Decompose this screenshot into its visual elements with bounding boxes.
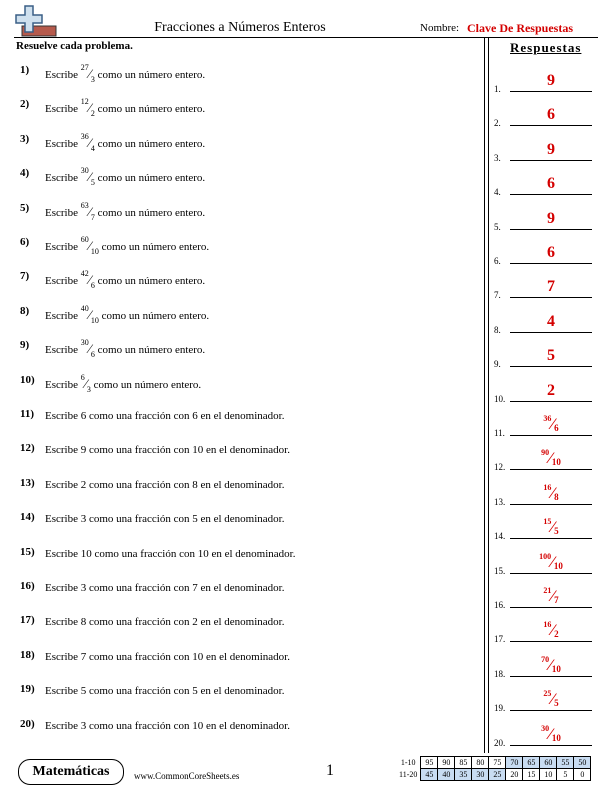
- score-cell: 10: [540, 769, 557, 781]
- question-item: [16, 270, 476, 290]
- answer-numerator: 15: [543, 517, 552, 527]
- answer-value: 6: [547, 106, 555, 124]
- answer-fraction: [510, 588, 592, 606]
- fraction-numerator: 30: [80, 166, 89, 176]
- question-suffix: como un número entero.: [97, 137, 206, 150]
- fraction-denominator: 6: [90, 281, 95, 291]
- question-suffix: como un número entero.: [97, 69, 206, 81]
- question-text: [45, 97, 206, 119]
- answer-line: [510, 435, 592, 436]
- question-item: [16, 374, 476, 394]
- question-text: Escribe 5 como una fracción con 5 en el denominador.: [45, 685, 285, 698]
- answer-line: [510, 641, 592, 642]
- question-number: 10): [20, 373, 35, 386]
- fraction-numerator: 30: [80, 338, 89, 348]
- question-text: [45, 131, 206, 153]
- question-item: [16, 546, 476, 566]
- question-suffix: como un número entero.: [97, 344, 206, 357]
- answer-value: 7: [547, 278, 555, 296]
- answer-numerator: 90: [541, 448, 550, 458]
- question-number: 14): [20, 511, 35, 524]
- answer-denominator: 8: [554, 491, 559, 502]
- answer-item: [494, 66, 598, 94]
- score-cell: 95: [421, 757, 438, 769]
- answer-value: 4: [547, 312, 555, 330]
- question-prefix: Escribe: [45, 137, 78, 150]
- question-text: Escribe 3 como una fracción con 7 en el denominador.: [45, 582, 285, 594]
- question-number: 3): [20, 132, 30, 145]
- answer-value: 6: [547, 244, 555, 261]
- question-number: 4): [20, 167, 30, 180]
- answer-value: 6: [547, 175, 555, 193]
- answer-item: [494, 238, 598, 266]
- question-suffix: como un número entero.: [97, 206, 206, 219]
- question-item: [16, 511, 476, 531]
- answer-number: 2.: [494, 118, 501, 129]
- answer-slash: ⁄: [551, 622, 555, 640]
- question-suffix: como un número entero.: [97, 103, 206, 116]
- fraction-denominator: 5: [90, 178, 95, 188]
- question-text: Escribe 9 como una fracción con 10 en el denominador.: [45, 444, 290, 457]
- answer-item: [494, 204, 598, 232]
- fraction-numerator: 60: [80, 235, 89, 244]
- answer-line: [510, 263, 592, 264]
- fraction-slash: ⁄: [88, 341, 91, 357]
- fraction-denominator: 4: [90, 143, 95, 153]
- fraction-slash: ⁄: [88, 203, 91, 219]
- score-cell: 85: [455, 757, 472, 769]
- question-text: Escribe 10 como una fracción con 10 en el denominador.: [45, 547, 296, 560]
- question-number: 12): [20, 442, 35, 455]
- fraction-denominator: 3: [90, 75, 95, 84]
- question-number: 2): [20, 98, 30, 111]
- score-cell: 0: [574, 769, 591, 781]
- question-number: 16): [20, 580, 35, 592]
- answer-slash: ⁄: [549, 656, 552, 674]
- answer-line: [510, 91, 592, 92]
- fraction-slash: ⁄: [84, 375, 87, 391]
- answer-numerator: 36: [543, 414, 552, 423]
- question-number: 20): [20, 717, 35, 730]
- question-item: [16, 236, 476, 256]
- answer-item: [494, 616, 598, 644]
- score-cell: 35: [455, 769, 472, 781]
- question-number: 8): [20, 304, 30, 317]
- answer-line: [510, 710, 592, 711]
- fraction-slash: ⁄: [88, 238, 91, 253]
- answer-line: [510, 504, 592, 505]
- question-prefix: Escribe: [45, 172, 78, 185]
- answer-denominator: 10: [553, 560, 563, 571]
- question-item: [16, 202, 476, 222]
- answer-number: 11.: [494, 428, 505, 438]
- score-row-label: 1-10: [400, 758, 416, 767]
- question-suffix: como un número entero.: [97, 172, 206, 185]
- answer-line: [510, 745, 592, 746]
- fraction-numerator: 40: [80, 303, 89, 313]
- fraction-denominator: 7: [90, 212, 95, 222]
- column-divider: [484, 37, 485, 753]
- question-item: [16, 133, 476, 153]
- question-item: [16, 339, 476, 359]
- question-number: 13): [20, 476, 35, 489]
- answer-fraction: [510, 482, 592, 503]
- answer-fraction: [510, 416, 592, 434]
- answer-numerator: 21: [543, 586, 552, 595]
- question-number: 19): [20, 683, 35, 696]
- answer-slash: ⁄: [551, 484, 555, 502]
- answer-numerator: 100: [539, 551, 552, 561]
- question-suffix: como un número entero.: [93, 378, 202, 391]
- question-text: Escribe 3 como una fracción con 5 en el denominador.: [45, 513, 285, 526]
- answer-item: [494, 341, 598, 369]
- answer-numerator: 70: [541, 654, 550, 664]
- question-text: Escribe 7 como una fracción con 10 en el denominador.: [45, 650, 290, 663]
- question-number: 5): [20, 201, 30, 214]
- answer-line: [510, 194, 592, 195]
- question-item: [16, 683, 476, 703]
- answer-slash: ⁄: [551, 519, 555, 537]
- question-number: 11): [20, 408, 35, 420]
- answer-denominator: 7: [554, 595, 559, 605]
- fraction-slash: ⁄: [88, 272, 91, 288]
- answer-number: 10.: [494, 393, 506, 404]
- fraction-slash: ⁄: [88, 100, 91, 116]
- question-item: [16, 649, 476, 669]
- score-table: [397, 756, 591, 781]
- answer-line: [510, 160, 592, 161]
- question-number: 6): [20, 236, 30, 248]
- question-prefix: Escribe: [45, 241, 78, 253]
- answer-denominator: 10: [551, 732, 561, 743]
- page-number: 1: [326, 762, 334, 779]
- question-number: 9): [20, 339, 30, 352]
- page-title: Fracciones a Números Enteros: [154, 20, 326, 35]
- answer-item: [494, 307, 598, 335]
- question-text: Escribe 6 como una fracción con 6 en el denominador.: [45, 410, 285, 422]
- answer-fraction: [510, 654, 592, 675]
- header-divider: [14, 37, 598, 38]
- answer-line: [510, 297, 592, 298]
- answer-item: [494, 444, 598, 472]
- answer-line: [510, 607, 592, 608]
- answer-item: [494, 548, 598, 576]
- answer-number: 19.: [494, 703, 506, 714]
- question-text: [45, 200, 206, 222]
- answer-number: 6.: [494, 256, 501, 266]
- answer-denominator: 2: [554, 629, 559, 640]
- question-prefix: Escribe: [45, 103, 78, 116]
- answer-fraction: [510, 622, 592, 640]
- question-prefix: Escribe: [45, 309, 78, 322]
- fraction-numerator: 36: [80, 131, 89, 141]
- question-number: 18): [20, 648, 35, 661]
- question-suffix: como un número entero.: [97, 275, 206, 288]
- question-item: [16, 167, 476, 187]
- answer-denominator: 5: [554, 698, 559, 709]
- fraction-slash: ⁄: [88, 66, 91, 81]
- question-text: [45, 166, 206, 188]
- answer-number: 12.: [494, 462, 506, 473]
- answer-number: 5.: [494, 221, 501, 232]
- answer-number: 15.: [494, 565, 506, 576]
- answer-slash: ⁄: [551, 416, 555, 433]
- answer-numerator: 16: [543, 482, 552, 492]
- fraction-slash: ⁄: [88, 169, 91, 185]
- name-value: Clave De Respuestas: [467, 21, 573, 35]
- score-cell: 70: [506, 757, 523, 769]
- question-suffix: como un número entero.: [101, 309, 210, 322]
- score-cell: 65: [523, 757, 540, 769]
- score-cell: 80: [472, 757, 489, 769]
- score-cell: 40: [438, 769, 455, 781]
- question-item: [16, 477, 476, 497]
- question-text: [45, 338, 206, 360]
- answer-number: 14.: [494, 531, 506, 542]
- score-row-label: 11-20: [399, 770, 418, 779]
- answer-line: [510, 366, 592, 367]
- column-divider: [488, 37, 489, 753]
- answer-value: 9: [547, 140, 555, 158]
- question-number: 1): [20, 64, 30, 76]
- score-cell: 5: [557, 769, 574, 781]
- question-item: [16, 580, 476, 600]
- answer-item: [494, 582, 598, 610]
- answer-number: 8.: [494, 324, 501, 335]
- answer-numerator: 25: [543, 689, 552, 699]
- answer-item: [494, 513, 598, 541]
- question-text: Escribe 3 como una fracción con 10 en el denominador.: [45, 719, 290, 732]
- answer-item: [494, 376, 598, 404]
- fraction-numerator: 6: [80, 372, 85, 382]
- answer-number: 7.: [494, 290, 501, 301]
- answer-number: 9.: [494, 359, 501, 370]
- score-cell: 20: [506, 769, 523, 781]
- answer-value: 9: [547, 72, 555, 89]
- question-text: [45, 372, 202, 394]
- answer-item: [494, 685, 598, 713]
- question-prefix: Escribe: [45, 69, 78, 81]
- answer-line: [510, 676, 592, 677]
- answer-number: 4.: [494, 187, 501, 198]
- score-cell: 75: [489, 757, 506, 769]
- question-text: [45, 63, 206, 84]
- answer-slash: ⁄: [551, 691, 555, 709]
- answer-number: 3.: [494, 152, 501, 163]
- answer-item: [494, 651, 598, 679]
- answer-numerator: 16: [543, 620, 552, 630]
- answer-line: [510, 229, 592, 230]
- question-item: [16, 98, 476, 118]
- fraction-numerator: 27: [80, 63, 89, 72]
- score-cell: 25: [489, 769, 506, 781]
- question-item: [16, 614, 476, 634]
- score-cell: 15: [523, 769, 540, 781]
- answer-number: 1.: [494, 84, 501, 94]
- question-text: [45, 235, 210, 256]
- question-text: [45, 269, 206, 291]
- question-number: 7): [20, 270, 30, 283]
- question-item: [16, 305, 476, 325]
- name-label: Nombre:: [420, 22, 460, 34]
- answer-number: 16.: [494, 600, 506, 610]
- answer-item: [494, 410, 598, 438]
- question-item: [16, 408, 476, 428]
- fraction-denominator: 3: [86, 384, 91, 394]
- answer-fraction: [510, 723, 592, 744]
- score-cell: 45: [421, 769, 438, 781]
- answer-number: 18.: [494, 668, 506, 679]
- answer-line: [510, 401, 592, 402]
- question-text: [45, 303, 210, 325]
- answer-number: 13.: [494, 496, 506, 507]
- question-number: 17): [20, 614, 35, 627]
- answer-line: [510, 573, 592, 574]
- instructions: Resuelve cada problema.: [16, 40, 133, 52]
- answer-number: 20.: [494, 737, 506, 748]
- answer-denominator: 6: [554, 423, 559, 433]
- score-cell: 60: [540, 757, 557, 769]
- question-prefix: Escribe: [45, 275, 78, 288]
- answer-denominator: 10: [551, 663, 561, 674]
- score-cell: 90: [438, 757, 455, 769]
- question-item: [16, 442, 476, 462]
- answer-item: [494, 100, 598, 128]
- answer-item: [494, 720, 598, 748]
- answer-line: [510, 538, 592, 539]
- fraction-denominator: 10: [90, 315, 99, 325]
- answer-number: 17.: [494, 634, 506, 645]
- answer-line: [510, 125, 592, 126]
- question-prefix: Escribe: [45, 344, 78, 357]
- answer-fraction: [510, 551, 592, 572]
- fraction-slash: ⁄: [88, 306, 91, 322]
- fraction-denominator: 10: [90, 247, 99, 256]
- question-item: [16, 64, 476, 84]
- answer-slash: ⁄: [549, 450, 552, 468]
- score-cell: 30: [472, 769, 489, 781]
- question-text: Escribe 8 como una fracción con 2 en el denominador.: [45, 616, 285, 629]
- fraction-numerator: 12: [80, 97, 89, 107]
- answer-denominator: 5: [554, 526, 559, 537]
- answer-slash: ⁄: [549, 725, 552, 743]
- question-suffix: como un número entero.: [101, 241, 210, 253]
- question-prefix: Escribe: [45, 378, 78, 391]
- answers-title: Respuestas: [510, 40, 582, 55]
- answer-item: [494, 135, 598, 163]
- fraction-denominator: 2: [90, 109, 95, 119]
- answer-value: 2: [547, 381, 555, 399]
- question-number: 15): [20, 545, 35, 558]
- answer-line: [510, 332, 592, 333]
- answer-numerator: 30: [541, 723, 550, 733]
- answer-fraction: [510, 450, 592, 468]
- score-cell: 55: [557, 757, 574, 769]
- question-prefix: Escribe: [45, 206, 78, 219]
- answer-item: [494, 479, 598, 507]
- answer-slash: ⁄: [551, 588, 555, 605]
- answer-value: 5: [547, 347, 555, 365]
- answer-item: [494, 169, 598, 197]
- answer-fraction: [510, 691, 592, 709]
- answer-slash: ⁄: [551, 553, 554, 571]
- answer-value: 9: [547, 209, 555, 227]
- fraction-denominator: 6: [90, 350, 95, 360]
- question-text: Escribe 2 como una fracción con 8 en el denominador.: [45, 478, 285, 491]
- subject-badge: Matemáticas: [18, 759, 124, 785]
- fraction-numerator: 42: [80, 269, 89, 279]
- answer-item: [494, 272, 598, 300]
- score-cell: 50: [574, 757, 591, 769]
- fraction-numerator: 63: [80, 200, 89, 210]
- site-url: www.CommonCoreSheets.es: [134, 771, 240, 781]
- answer-denominator: 10: [551, 457, 561, 468]
- answer-fraction: [510, 519, 592, 537]
- answer-line: [510, 469, 592, 470]
- fraction-slash: ⁄: [88, 134, 91, 150]
- question-item: [16, 718, 476, 738]
